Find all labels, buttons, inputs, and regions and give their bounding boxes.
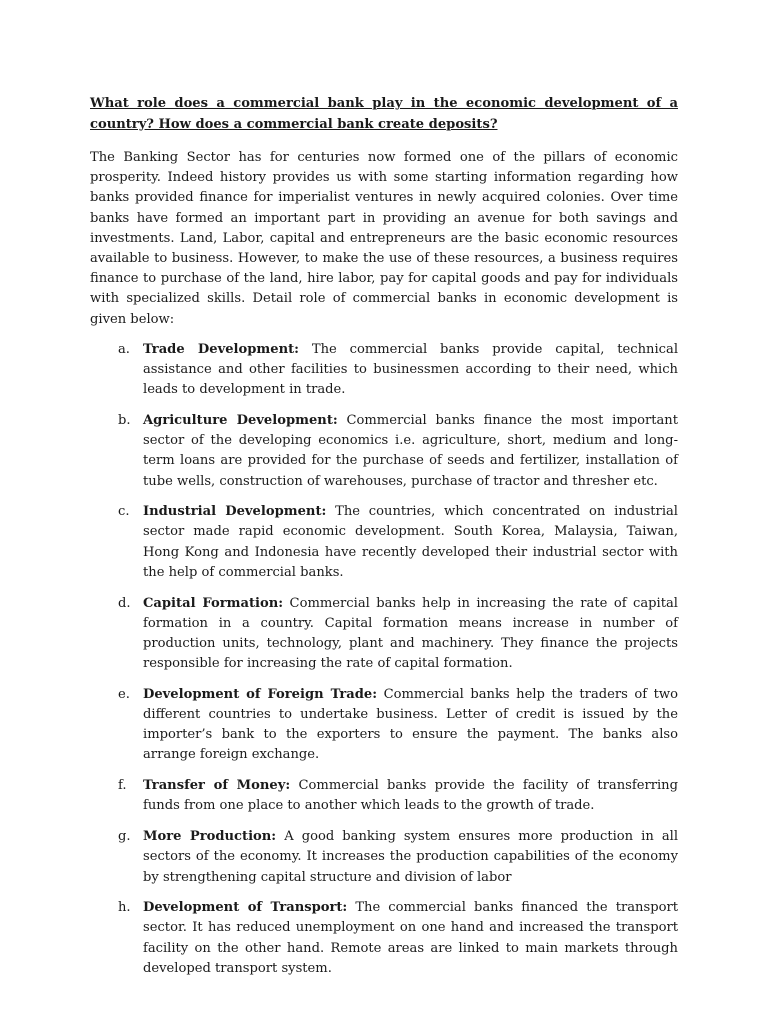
roles-list xyxy=(90,340,678,979)
list-item-term: Development of Transport: xyxy=(143,900,348,916)
list-marker: b. xyxy=(118,412,131,428)
document-page xyxy=(90,94,678,990)
intro-paragraph: The Banking Sector has for centuries now formed one of the pillars of economic prosperity. Indeed history provides us with some starting information regarding how banks provided finance for imperialist ventures in newly acquired colonies. Over time banks have formed an important part in providing an avenue for both savings and investments. Land, Labor, capital and entrepreneurs are the basic economic resources available to business. However, to make the use of these resources, a business requires finance to purchase of the land, hire labor, pay for capital goods and pay for individuals with specialized skills. Detail role of commercial banks in economic development is given below: xyxy=(90,150,678,327)
list-item-term: Capital Formation: xyxy=(143,595,284,611)
list-item-text: The countries, which concentrated on industrial sector made rapid economic development. South Korea, Malaysia, Taiwan, Hong Kong and Indonesia have recently developed their industrial sector with the help of commercial banks. xyxy=(143,504,678,580)
list-item-content xyxy=(143,898,678,979)
list-item-term: Industrial Development: xyxy=(143,504,327,520)
list-item-text: Commercial banks help the traders of two different countries to undertake business. Letter of credit is issued by the importer’s bank to the exporters to ensure the payment. The banks also arrange foreign exchange. xyxy=(143,686,678,763)
list-item-content xyxy=(143,776,678,816)
list-item-text: A good banking system ensures more production in all sectors of the economy. It increases the production capabilities of the economy by strengthening capital structure and division of labor xyxy=(143,829,679,885)
list-item-term: Development of Foreign Trade: xyxy=(143,686,378,702)
list-marker: h. xyxy=(118,900,131,916)
list-item-transport-development xyxy=(90,898,678,979)
list-marker: a. xyxy=(118,341,130,357)
list-item-term: Transfer of Money: xyxy=(143,778,291,794)
list-item-industrial-development xyxy=(90,502,678,583)
list-item-capital-formation xyxy=(90,594,678,675)
list-item-content xyxy=(143,502,678,583)
list-item-trade-development xyxy=(90,340,678,401)
list-item-content xyxy=(143,685,678,766)
list-marker: d. xyxy=(118,595,131,611)
list-marker: g. xyxy=(118,829,131,845)
list-marker: e. xyxy=(118,686,130,702)
list-item-term: More Production: xyxy=(143,829,277,845)
document-title: What role does a commercial bank play in the economic development of a country? How does a commercial bank create deposits? xyxy=(90,96,678,132)
list-marker: f. xyxy=(118,778,127,794)
list-item-text: Commercial banks finance the most important sector of the developing economics i.e. agriculture, short, medium and long-term loans are provided for the purchase of seeds and fertilizer, installation of tube wells, construction of warehouses, purchase of tractor and thresher etc. xyxy=(143,412,678,489)
list-item-term: Agriculture Development: xyxy=(143,412,338,428)
list-item-transfer-of-money xyxy=(90,776,678,816)
list-item-text: Commercial banks help in increasing the rate of capital formation in a country. Capital formation means increase in number of production units, technology, plant and machinery. They finance the projects responsible for increasing the rate of capital formation. xyxy=(143,595,678,672)
list-item-content xyxy=(143,340,678,401)
list-item-term: Trade Development: xyxy=(143,341,299,357)
list-item-content xyxy=(143,594,678,675)
list-item-more-production xyxy=(90,827,678,888)
list-item-agriculture-development xyxy=(90,411,678,492)
list-item-foreign-trade xyxy=(90,685,678,766)
list-item-content xyxy=(143,411,678,492)
list-item-content xyxy=(143,827,678,888)
list-item-text: The commercial banks provide capital, technical assistance and other facilities to businessmen according to their need, which leads to development in trade. xyxy=(143,341,679,398)
list-marker: c. xyxy=(118,504,130,520)
list-item-text: Commercial banks provide the facility of transferring funds from one place to another which leads to the growth of trade. xyxy=(143,778,678,814)
list-item-text: The commercial banks financed the transport sector. It has reduced unemployment on one hand and increased the transport facility on the other hand. Remote areas are linked to main markets through developed transport system. xyxy=(143,900,678,976)
